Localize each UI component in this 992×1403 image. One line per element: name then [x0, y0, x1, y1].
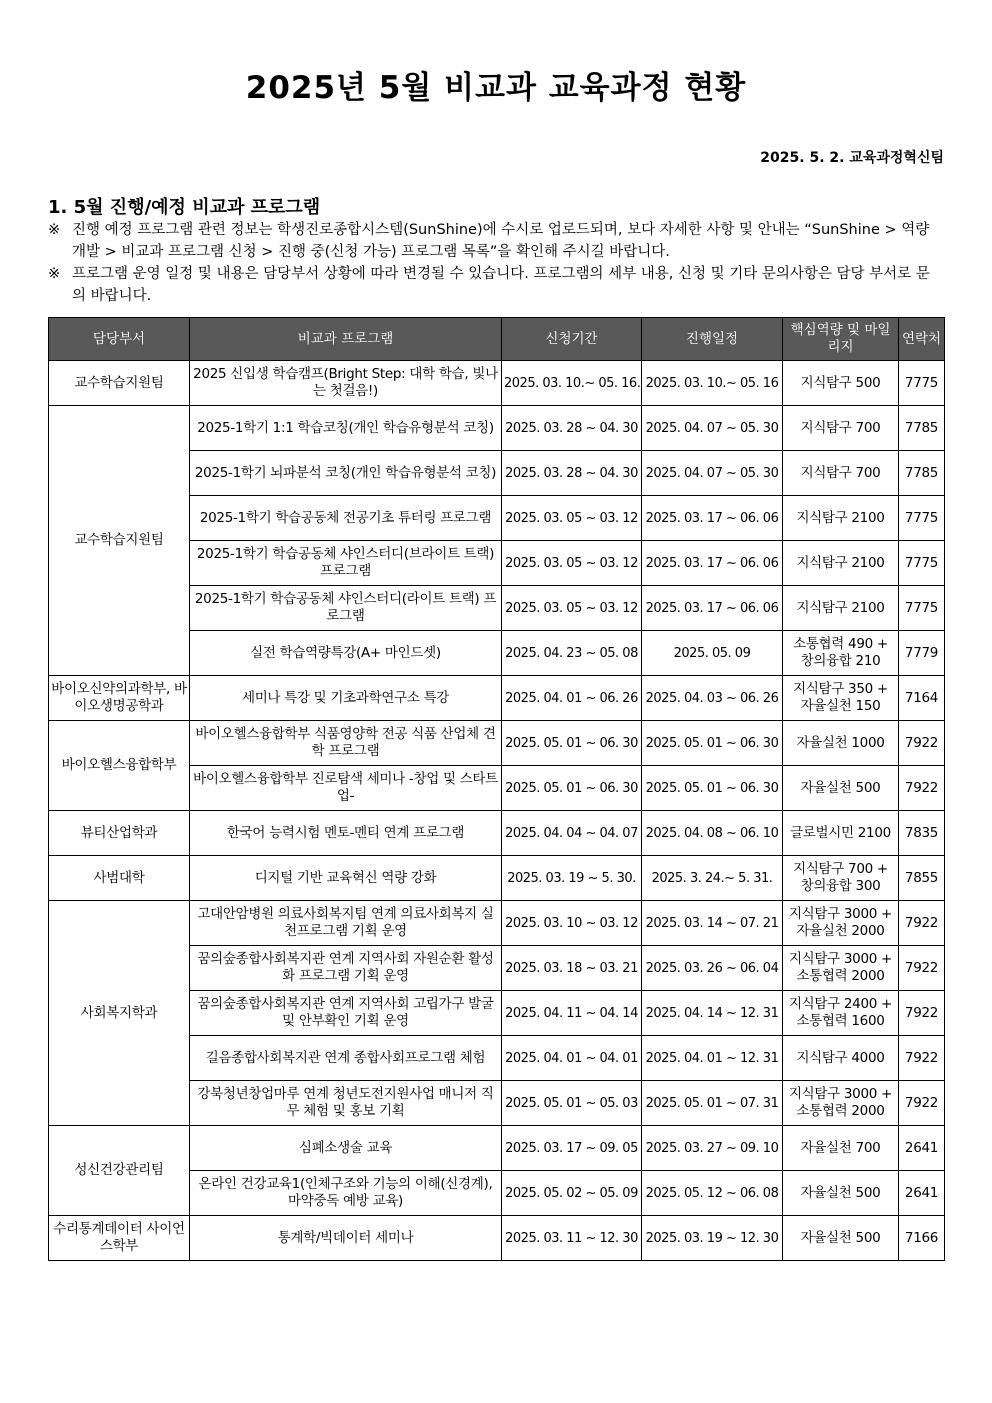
apply-period-cell: 2025. 03. 11 ~ 12. 30	[502, 1216, 642, 1261]
mileage-cell: 지식탐구 350 + 자율실천 150	[783, 676, 899, 721]
reference-mark-icon: ※	[48, 222, 61, 238]
schedule-cell: 2025. 05. 12 ~ 06. 08	[642, 1171, 783, 1216]
contact-cell: 7922	[899, 991, 945, 1036]
table-row	[49, 811, 945, 856]
program-cell: 2025 신입생 학습캠프(Bright Step: 대학 학습, 빛나는 첫걸음!)	[190, 361, 502, 406]
table-row	[49, 1216, 945, 1261]
contact-cell: 7785	[899, 406, 945, 451]
apply-period-cell: 2025. 05. 02 ~ 05. 09	[502, 1171, 642, 1216]
program-cell: 2025-1학기 1:1 학습코칭(개인 학습유형분석 코칭)	[190, 406, 502, 451]
mileage-cell: 지식탐구 2100	[783, 586, 899, 631]
notice-text: 진행 예정 프로그램 관련 정보는 학생진로종합시스템(SunShine)에 수시로 업로드되며, 보다 자세한 사항 및 안내는 “SunShine > 역량개발 > 비교과 프로그램 신청 > 진행 중(신청 가능) 프로그램 목록”을 확인해 주시길 바랍니다.	[72, 222, 930, 260]
schedule-cell: 2025. 04. 07 ~ 05. 30	[642, 451, 783, 496]
apply-period-cell: 2025. 03. 05 ~ 03. 12	[502, 586, 642, 631]
mileage-cell: 자율실천 500	[783, 1171, 899, 1216]
program-cell: 바이오헬스융합학부 진로탐색 세미나 -창업 및 스타트업-	[190, 766, 502, 811]
program-cell: 한국어 능력시험 멘토-멘티 연계 프로그램	[190, 811, 502, 856]
program-cell: 통계학/빅데이터 세미나	[190, 1216, 502, 1261]
contact-cell: 2641	[899, 1171, 945, 1216]
schedule-cell: 2025. 03. 17 ~ 06. 06	[642, 496, 783, 541]
table-row	[49, 901, 945, 946]
header-schedule: 진행일정	[642, 318, 783, 361]
mileage-cell: 지식탐구 3000 + 자율실천 2000	[783, 901, 899, 946]
section-title: 1. 5월 진행/예정 비교과 프로그램	[48, 197, 321, 218]
contact-cell: 7164	[899, 676, 945, 721]
mileage-cell: 지식탐구 3000 + 소통협력 2000	[783, 1081, 899, 1126]
table-row	[49, 856, 945, 901]
contact-cell: 7775	[899, 541, 945, 586]
mileage-cell: 지식탐구 2400 + 소통협력 1600	[783, 991, 899, 1036]
mileage-cell: 지식탐구 2100	[783, 541, 899, 586]
mileage-cell: 지식탐구 2100	[783, 496, 899, 541]
notice-text: 프로그램 운영 일정 및 내용은 담당부서 상황에 따라 변경될 수 있습니다. 프로그램의 세부 내용, 신청 및 기타 문의사항은 담당 부서로 문의 바랍니다.	[72, 266, 930, 304]
department-cell: 성신건강관리팀	[49, 1126, 190, 1216]
mileage-cell: 지식탐구 4000	[783, 1036, 899, 1081]
mileage-cell: 자율실천 500	[783, 1216, 899, 1261]
schedule-cell: 2025. 03. 27 ~ 09. 10	[642, 1126, 783, 1171]
header-apply-period: 신청기간	[502, 318, 642, 361]
department-cell: 뷰티산업학과	[49, 811, 190, 856]
apply-period-cell: 2025. 03. 18 ~ 03. 21	[502, 946, 642, 991]
program-cell: 꿈의숲종합사회복지관 연계 지역사회 고립가구 발굴 및 안부확인 기획 운영	[190, 991, 502, 1036]
department-cell: 수리통계데이터 사이언스학부	[49, 1216, 190, 1261]
program-cell: 2025-1학기 학습공동체 샤인스터디(라이트 트랙) 프로그램	[190, 586, 502, 631]
program-cell: 2025-1학기 학습공동체 샤인스터디(브라이트 트랙) 프로그램	[190, 541, 502, 586]
schedule-cell: 2025. 04. 14 ~ 12. 31	[642, 991, 783, 1036]
department-cell: 교수학습지원팀	[49, 406, 190, 676]
notice-item	[48, 263, 943, 307]
contact-cell: 7922	[899, 901, 945, 946]
schedule-cell: 2025. 03. 10.~ 05. 16	[642, 361, 783, 406]
notice-list	[48, 219, 943, 307]
table-header-row	[49, 318, 945, 361]
apply-period-cell: 2025. 04. 23 ~ 05. 08	[502, 631, 642, 676]
contact-cell: 7775	[899, 361, 945, 406]
contact-cell: 7922	[899, 721, 945, 766]
mileage-cell: 지식탐구 700	[783, 451, 899, 496]
schedule-cell: 2025. 04. 07 ~ 05. 30	[642, 406, 783, 451]
department-cell: 사범대학	[49, 856, 190, 901]
schedule-cell: 2025. 03. 17 ~ 06. 06	[642, 541, 783, 586]
contact-cell: 7922	[899, 1036, 945, 1081]
apply-period-cell: 2025. 03. 28 ~ 04. 30	[502, 451, 642, 496]
contact-cell: 7775	[899, 586, 945, 631]
contact-cell: 7922	[899, 766, 945, 811]
apply-period-cell: 2025. 05. 01 ~ 06. 30	[502, 721, 642, 766]
schedule-cell: 2025. 03. 19 ~ 12. 30	[642, 1216, 783, 1261]
program-cell: 온라인 건강교육1(인체구조와 기능의 이해(신경계), 마약중독 예방 교육)	[190, 1171, 502, 1216]
mileage-cell: 소통협력 490 + 창의융합 210	[783, 631, 899, 676]
contact-cell: 7775	[899, 496, 945, 541]
program-cell: 세미나 특강 및 기초과학연구소 특강	[190, 676, 502, 721]
apply-period-cell: 2025. 03. 05 ~ 03. 12	[502, 496, 642, 541]
program-cell: 실전 학습역량특강(A+ 마인드셋)	[190, 631, 502, 676]
schedule-cell: 2025. 05. 09	[642, 631, 783, 676]
apply-period-cell: 2025. 04. 01 ~ 04. 01	[502, 1036, 642, 1081]
schedule-cell: 2025. 04. 03 ~ 06. 26	[642, 676, 783, 721]
program-cell: 강북청년창업마루 연계 청년도전지원사업 매니저 직무 체험 및 홍보 기획	[190, 1081, 502, 1126]
header-department: 담당부서	[49, 318, 190, 361]
apply-period-cell: 2025. 05. 01 ~ 06. 30	[502, 766, 642, 811]
program-cell: 2025-1학기 뇌파분석 코칭(개인 학습유형분석 코칭)	[190, 451, 502, 496]
schedule-cell: 2025. 05. 01 ~ 06. 30	[642, 721, 783, 766]
document-date-department: 2025. 5. 2. 교육과정혁신팀	[760, 150, 944, 166]
mileage-cell: 지식탐구 700	[783, 406, 899, 451]
schedule-cell: 2025. 03. 14 ~ 07. 21	[642, 901, 783, 946]
program-cell: 고대안암병원 의료사회복지팀 연계 의료사회복지 실천프로그램 기획 운영	[190, 901, 502, 946]
program-cell: 길음종합사회복지관 연계 종합사회프로그램 체험	[190, 1036, 502, 1081]
contact-cell: 7166	[899, 1216, 945, 1261]
notice-item	[48, 219, 943, 263]
mileage-cell: 자율실천 700	[783, 1126, 899, 1171]
table-row	[49, 1126, 945, 1171]
apply-period-cell: 2025. 03. 28 ~ 04. 30	[502, 406, 642, 451]
schedule-cell: 2025. 04. 08 ~ 06. 10	[642, 811, 783, 856]
schedule-cell: 2025. 04. 01 ~ 12. 31	[642, 1036, 783, 1081]
header-program: 비교과 프로그램	[190, 318, 502, 361]
mileage-cell: 글로벌시민 2100	[783, 811, 899, 856]
contact-cell: 2641	[899, 1126, 945, 1171]
reference-mark-icon: ※	[48, 266, 61, 282]
program-cell: 바이오헬스융합학부 식품영양학 전공 식품 산업체 견학 프로그램	[190, 721, 502, 766]
apply-period-cell: 2025. 03. 10.~ 05. 16.	[502, 361, 642, 406]
contact-cell: 7855	[899, 856, 945, 901]
program-cell: 꿈의숲종합사회복지관 연계 지역사회 자원순환 활성화 프로그램 기획 운영	[190, 946, 502, 991]
department-cell: 바이오헬스융합학부	[49, 721, 190, 811]
header-contact: 연락처	[899, 318, 945, 361]
mileage-cell: 지식탐구 500	[783, 361, 899, 406]
table-row	[49, 676, 945, 721]
schedule-cell: 2025. 05. 01 ~ 07. 31	[642, 1081, 783, 1126]
apply-period-cell: 2025. 04. 11 ~ 04. 14	[502, 991, 642, 1036]
table-row	[49, 361, 945, 406]
schedule-cell: 2025. 05. 01 ~ 06. 30	[642, 766, 783, 811]
contact-cell: 7922	[899, 946, 945, 991]
mileage-cell: 지식탐구 700 + 창의융합 300	[783, 856, 899, 901]
department-cell: 사회복지학과	[49, 901, 190, 1126]
program-cell: 2025-1학기 학습공동체 전공기초 튜터링 프로그램	[190, 496, 502, 541]
page-title: 2025년 5월 비교과 교육과정 현황	[245, 70, 747, 106]
contact-cell: 7779	[899, 631, 945, 676]
table-row	[49, 406, 945, 451]
contact-cell: 7785	[899, 451, 945, 496]
apply-period-cell: 2025. 03. 05 ~ 03. 12	[502, 541, 642, 586]
schedule-cell: 2025. 3. 24.~ 5. 31.	[642, 856, 783, 901]
program-cell: 디지털 기반 교육혁신 역량 강화	[190, 856, 502, 901]
header-mileage: 핵심역량 및 마일리지	[783, 318, 899, 361]
program-cell: 심폐소생술 교육	[190, 1126, 502, 1171]
mileage-cell: 자율실천 500	[783, 766, 899, 811]
schedule-cell: 2025. 03. 17 ~ 06. 06	[642, 586, 783, 631]
department-cell: 교수학습지원팀	[49, 361, 190, 406]
mileage-cell: 지식탐구 3000 + 소통협력 2000	[783, 946, 899, 991]
program-table	[48, 317, 945, 1261]
contact-cell: 7835	[899, 811, 945, 856]
mileage-cell: 자율실천 1000	[783, 721, 899, 766]
apply-period-cell: 2025. 04. 01 ~ 06. 26	[502, 676, 642, 721]
department-cell: 바이오신약의과학부, 바이오생명공학과	[49, 676, 190, 721]
apply-period-cell: 2025. 03. 10 ~ 03. 12	[502, 901, 642, 946]
apply-period-cell: 2025. 03. 17 ~ 09. 05	[502, 1126, 642, 1171]
apply-period-cell: 2025. 03. 19 ~ 5. 30.	[502, 856, 642, 901]
schedule-cell: 2025. 03. 26 ~ 06. 04	[642, 946, 783, 991]
apply-period-cell: 2025. 04. 04 ~ 04. 07	[502, 811, 642, 856]
apply-period-cell: 2025. 05. 01 ~ 05. 03	[502, 1081, 642, 1126]
table-row	[49, 721, 945, 766]
contact-cell: 7922	[899, 1081, 945, 1126]
